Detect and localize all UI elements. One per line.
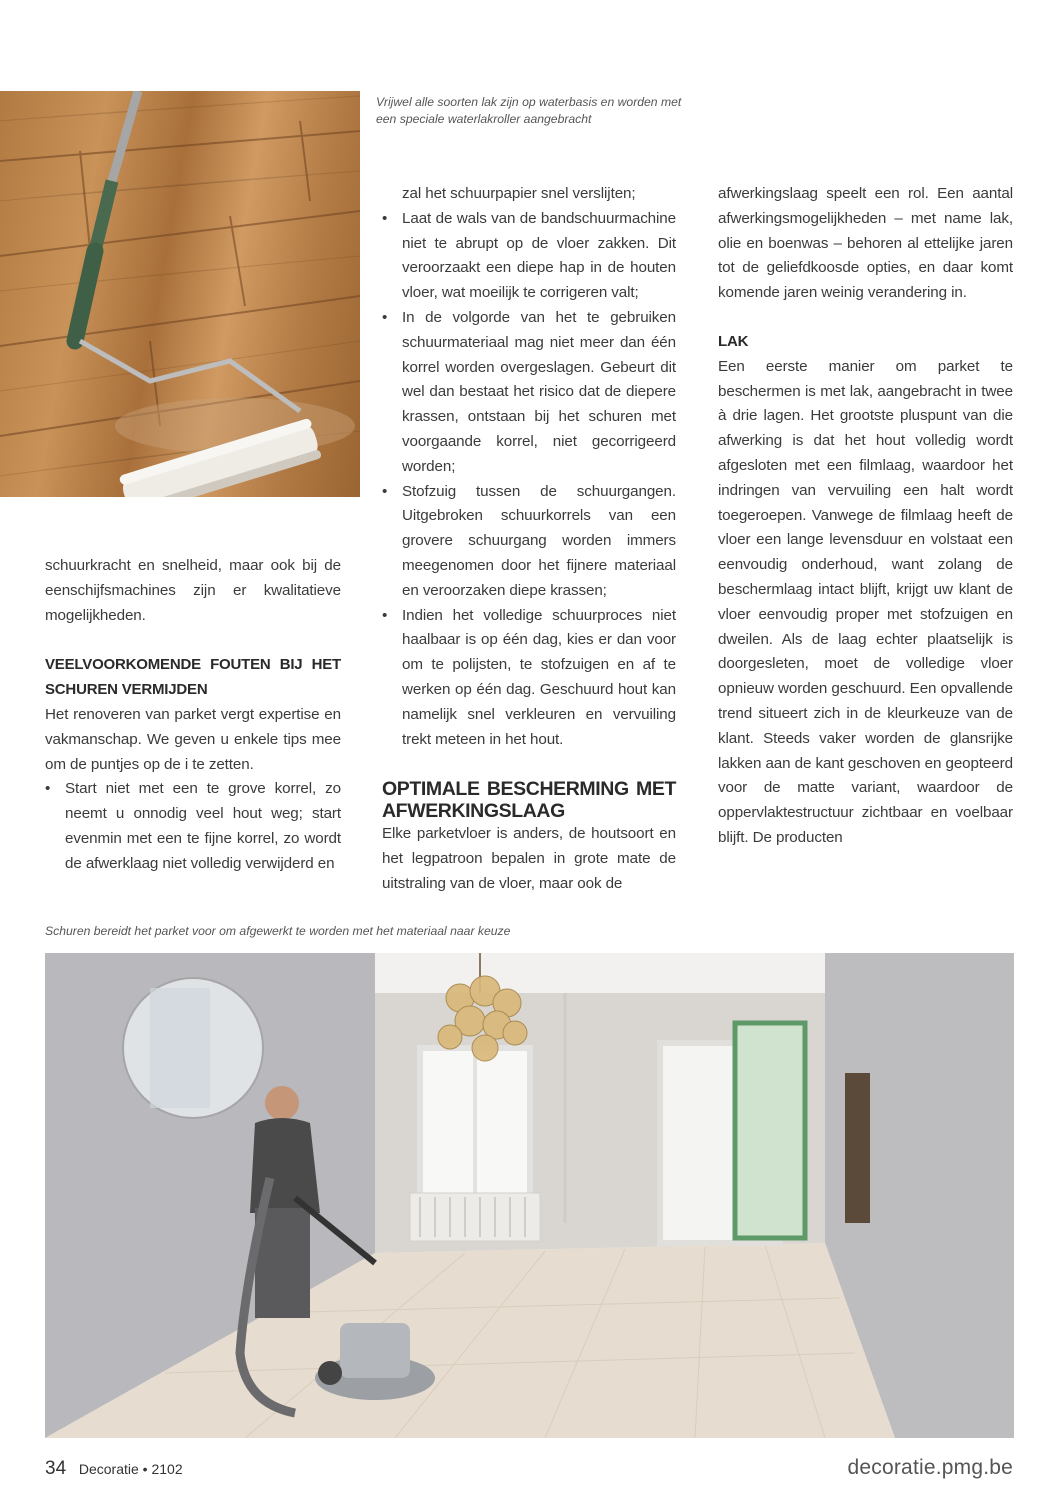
col2-bullet-list xyxy=(382,207,676,753)
col1-intro: schuurkracht en snelheid, maar ook bij de eenschijfsmachines zijn er kwalitatieve mogelijkheden. xyxy=(45,557,341,624)
col3-heading: LAK xyxy=(718,332,749,350)
page-footer-left xyxy=(45,1458,183,1480)
floor-sanding-photo xyxy=(45,953,1014,1438)
col2-paragraph: Elke parketvloer is anders, de houtsoort en het legpatroon bepalen in grote mate de uitstraling van de vloer, maar ook de xyxy=(382,825,676,892)
col1-bullet: • Start niet met een te grove korrel, zo neemt u onnodig veel hout weg; start evenmin met een te fijne korrel, zo wordt de afwerklaag niet volledig verwijderd en xyxy=(45,777,341,876)
bottom-photo-caption: Schuren bereidt het parket voor om afgewerkt te worden met het materiaal naar keuze xyxy=(45,924,511,938)
column-3 xyxy=(718,182,1013,851)
wood-floor-illustration xyxy=(0,91,360,497)
column-2 xyxy=(382,182,676,897)
col2-bullet: • Stofzuig tussen de schuurgangen. Uitgebroken schuurkorrels van een grovere schuurgang worden immers meegenomen door het fijnere materiaal en veroorzaken diepe krassen; xyxy=(382,480,676,604)
col2-heading: OPTIMALE BESCHERMING MET AFWERKINGSLAAG xyxy=(382,778,676,823)
col2-continuation: zal het schuurpapier snel verslijten; xyxy=(402,185,636,202)
col3-intro: afwerkingslaag speelt een rol. Een aantal afwerkingsmogelijkheden – met name lak, olie en boenwas – behoren al ettelijke jaren tot de geliefdkoosde opties, en daar komt komende jaren weinig verandering in. xyxy=(718,185,1013,302)
lacquer-roller-photo xyxy=(0,91,360,497)
col1-paragraph: Het renoveren van parket vergt expertise en vakmanschap. We geven u enkele tips mee om de puntjes op de i te zetten. xyxy=(45,705,341,773)
room-illustration xyxy=(45,953,1014,1438)
col3-paragraph: Een eerste manier om parket te beschermen is met lak, aangebracht in twee à drie lagen. Het grootste pluspunt van die afwerking is dat het hout volledig wordt afgesloten met een filmlaag, waardoor het indringen van vervuiling een halt wordt toegeroepen. Vanwege de filmlaag heeft de vloer een lange levensduur en volstaat een eenvoudig onderhoud, want zolang de beschermlaag intact blijft, krijgt uw klant de vloer eenvoudig proper met stofzuigen en dweilen. Als de laag echter plaatselijk is doorgesleten, moet de volledige vloer opnieuw worden geschuurd. Een opvallende trend situeert zich in de kleurkeuze van de klant. Steeds vaker worden de glansrijke lakken aan de kant geschoven en geopteerd voor de matte variant, waardoor de oppervlaktestructuur zichtbaar en voelbaar blijft. De producten xyxy=(718,357,1013,846)
col1-bullet-list xyxy=(45,777,341,876)
col2-bullet: • Laat de wals van de bandschuurmachine niet te abrupt op de vloer zakken. Dit veroorzaakt een diepe hap in de houten vloer, wat moeilijk te corrigeren valt; xyxy=(382,207,676,306)
magazine-issue: Decoratie • 2102 xyxy=(78,1461,183,1477)
col2-bullet: • In de volgorde van het te gebruiken schuurmateriaal mag niet meer dan één korrel worden overgeslagen. Gebeurt dit wel dan bestaat het risico dat de diepere krassen, ontstaan bij het schuren met voorgaande korrel, niet gecorrigeerd worden; xyxy=(382,306,676,480)
column-1 xyxy=(45,554,341,877)
col2-bullet: • Indien het volledige schuurproces niet haalbaar is op één dag, kies er dan voor om te polijsten, te stofzuigen en af te werken op één dag. Geschuurd hout kan namelijk snel verkleuren en vervuiling trekt meteen in het hout. xyxy=(382,604,676,753)
page-number: 34 xyxy=(45,1458,67,1479)
website-link[interactable]: decoratie.pmg.be xyxy=(847,1456,1013,1479)
col1-heading: VEELVOORKOMENDE FOUTEN BIJ HET SCHUREN VERMIJDEN xyxy=(45,656,341,699)
top-photo-caption: Vrijwel alle soorten lak zijn op waterbasis en worden met een speciale waterlakroller aangebracht xyxy=(376,95,682,126)
